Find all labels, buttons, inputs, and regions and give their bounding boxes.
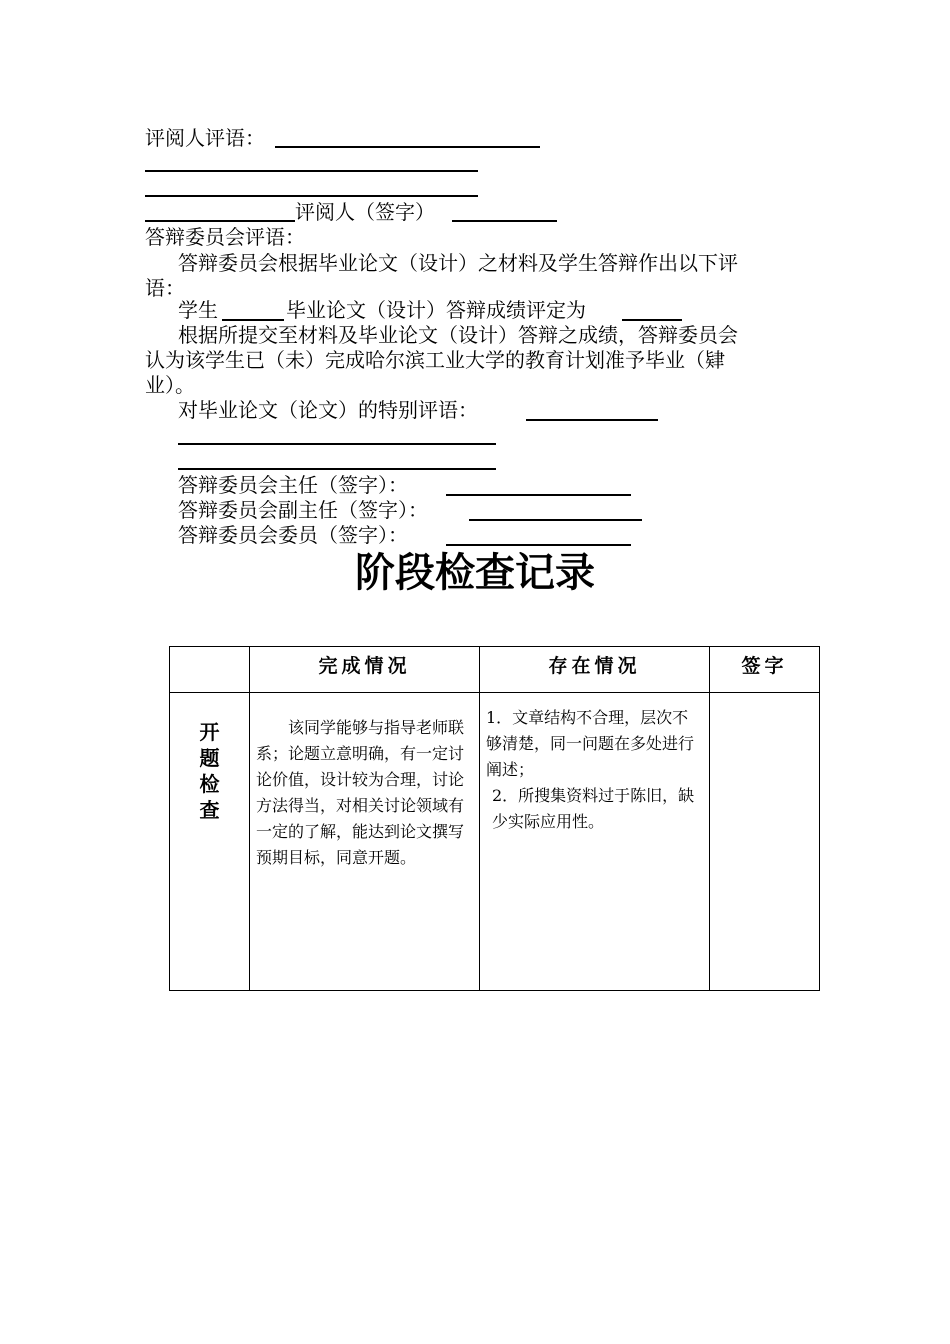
stage-char: 开 — [199, 720, 220, 744]
header-signature: 签字 — [710, 647, 820, 693]
table-row — [170, 693, 820, 991]
stage-check-table — [169, 646, 820, 991]
special-comment-line-3[interactable] — [178, 468, 496, 470]
header-completion: 完成情况 — [250, 647, 480, 693]
member-signature-line[interactable] — [446, 544, 631, 546]
issue-item-1: 1．文章结构不合理，层次不够清楚，同一问题在多处进行阐述； — [486, 708, 695, 779]
vice-chair-signature-label: 答辩委员会副主任（签字）： — [178, 498, 428, 522]
student-grade-text: 毕业论文（设计）答辩成绩评定为 — [286, 298, 586, 322]
special-comment-line-1[interactable] — [526, 419, 658, 421]
issue-item-2: 2．所搜集资料过于陈旧，缺少实际应用性。 — [492, 786, 695, 831]
student-grade-line[interactable] — [622, 319, 682, 321]
header-issues: 存在情况 — [480, 647, 710, 693]
committee-intro-line-2: 语： — [145, 276, 185, 300]
header-stage — [170, 647, 250, 693]
reviewer-comment-line-2[interactable] — [145, 170, 478, 172]
stage-char: 查 — [199, 798, 220, 822]
reviewer-comment-line-1[interactable] — [275, 146, 540, 148]
reviewer-comment-line-3[interactable] — [145, 195, 478, 197]
vice-chair-signature-line[interactable] — [469, 519, 642, 521]
student-name-line[interactable] — [222, 319, 284, 321]
special-comment-label: 对毕业论文（论文）的特别评语： — [178, 398, 478, 422]
stage-char: 检 — [199, 772, 220, 796]
committee-conclusion-line-2: 认为该学生已（未）完成哈尔滨工业大学的教育计划准予毕业（肄 — [145, 348, 725, 372]
chair-signature-line[interactable] — [446, 494, 631, 496]
table-header-row — [170, 647, 820, 693]
committee-comment-label: 答辩委员会评语： — [145, 225, 305, 249]
reviewer-comment-line-4[interactable] — [145, 220, 295, 222]
reviewer-signature-line[interactable] — [452, 220, 557, 222]
reviewer-comment-label: 评阅人评语： — [145, 126, 265, 150]
signature-cell[interactable] — [710, 693, 820, 991]
student-prefix: 学生 — [178, 298, 218, 322]
committee-intro-line-1: 答辩委员会根据毕业论文（设计）之材料及学生答辩作出以下评 — [178, 251, 738, 275]
reviewer-signature-label: 评阅人（签字） — [295, 200, 435, 224]
stage-label-opening-check — [170, 693, 250, 991]
member-signature-label: 答辩委员会委员（签字）： — [178, 523, 408, 547]
completion-text: 该同学能够与指导老师联系；论题立意明确，有一定讨论价值，设计较为合理，讨论方法得当，对相关讨论领域有一定的了解，能达到论文撰写预期目标，同意开题。 — [256, 718, 465, 867]
special-comment-line-2[interactable] — [178, 443, 496, 445]
record-title: 阶段检查记录 — [355, 550, 595, 596]
committee-conclusion-line-1: 根据所提交至材料及毕业论文（设计）答辩之成绩，答辩委员会 — [178, 323, 738, 347]
stage-char: 题 — [199, 746, 220, 770]
committee-conclusion-line-3: 业）。 — [145, 373, 195, 397]
completion-cell[interactable] — [250, 693, 480, 991]
issues-cell[interactable] — [480, 693, 710, 991]
chair-signature-label: 答辩委员会主任（签字）： — [178, 473, 408, 497]
